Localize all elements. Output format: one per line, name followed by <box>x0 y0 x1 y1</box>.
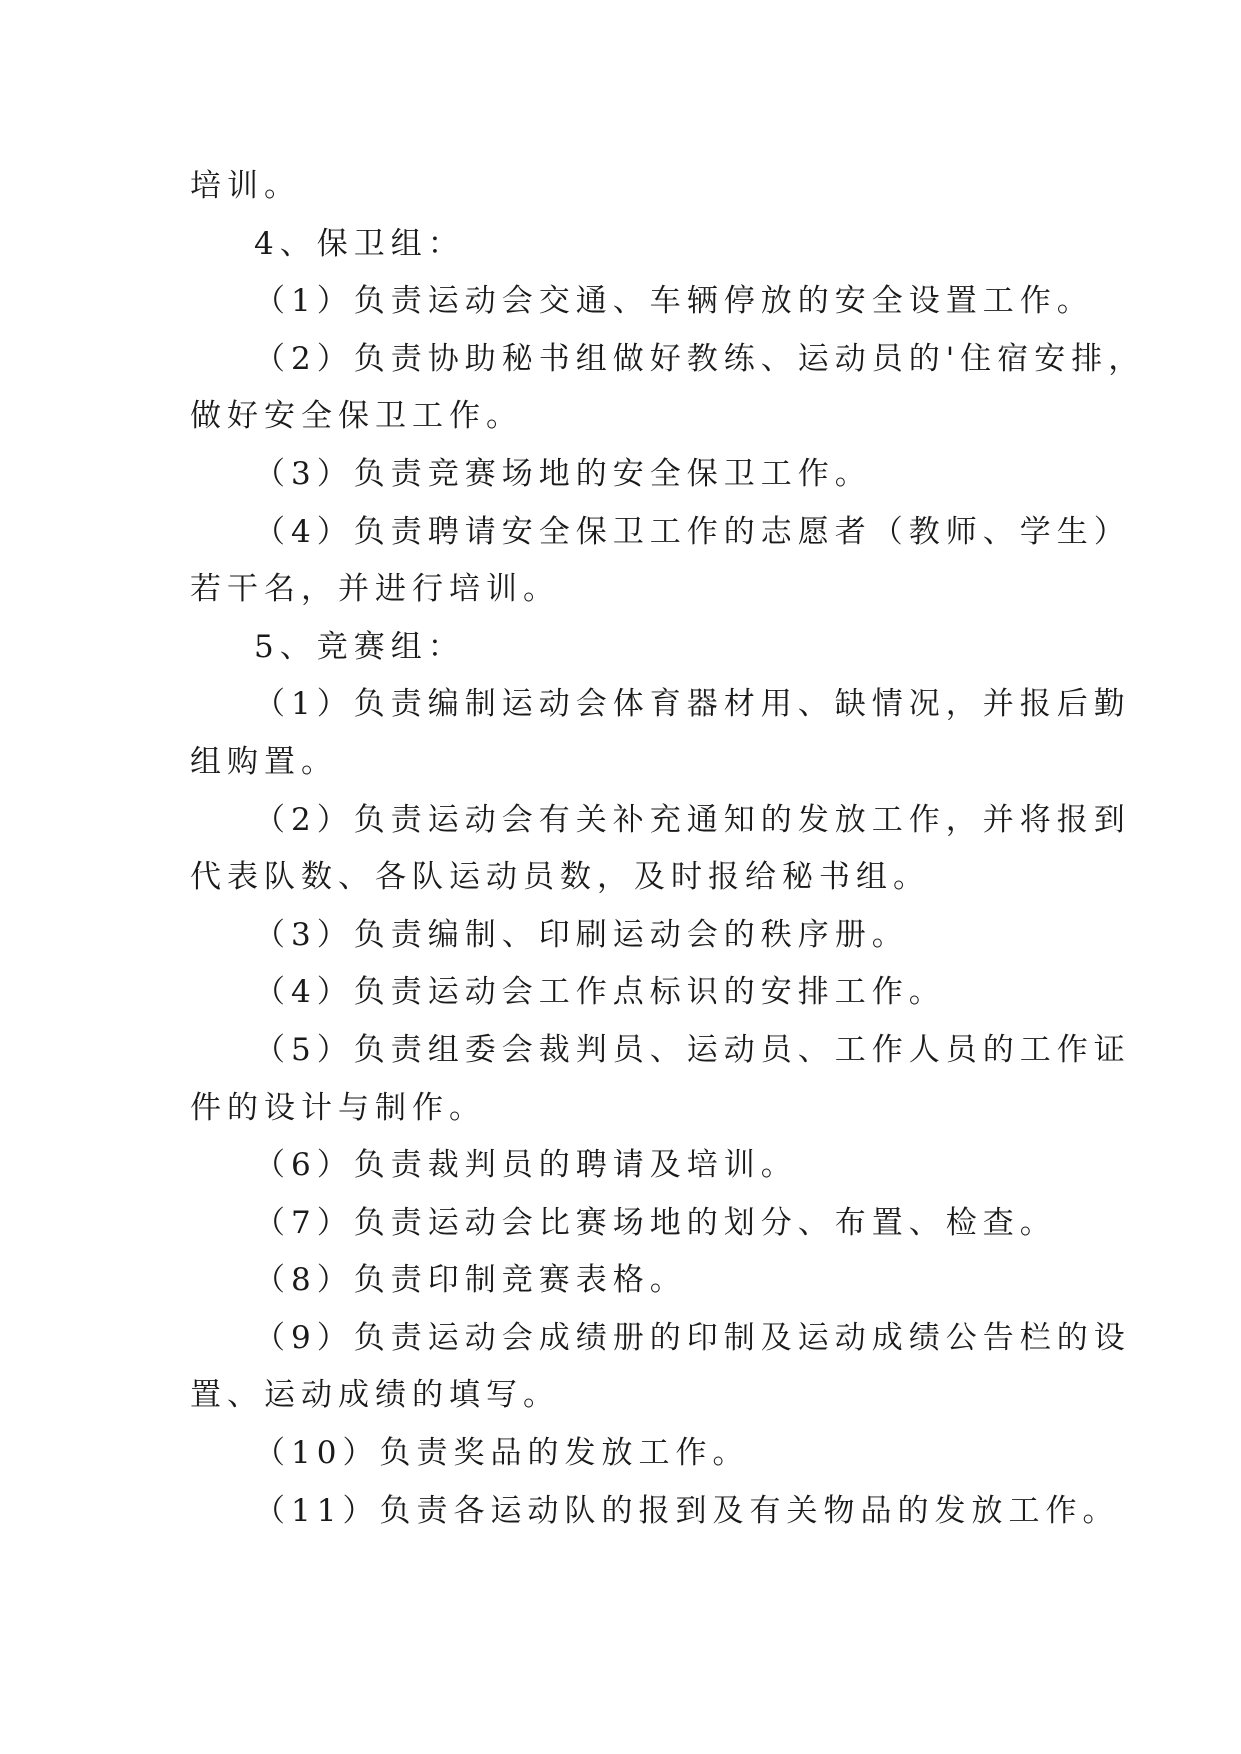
document-body <box>190 158 1146 1540</box>
text-line: （3）负责竞赛场地的安全保卫工作。 <box>254 455 872 492</box>
text-line: （8）负责印制竞赛表格。 <box>254 1262 687 1299</box>
text-line: （5）负责组委会裁判员、运动员、工作人员的工作证 <box>254 1031 1131 1068</box>
text-line: （2）负责运动会有关补充通知的发放工作，并将报到 <box>254 801 1131 838</box>
text-line: （2）负责协助秘书组做好教练、运动员的'住宿安排， <box>254 340 1146 377</box>
text-line: （11）负责各运动队的报到及有关物品的发放工作。 <box>254 1492 1120 1529</box>
text-line: （3）负责编制、印刷运动会的秩序册。 <box>254 916 909 953</box>
text-line: （1）负责运动会交通、车辆停放的安全设置工作。 <box>254 283 1094 320</box>
text-line: （1）负责编制运动会体育器材用、缺情况，并报后勤 <box>254 686 1131 723</box>
section-heading: 5、竞赛组： <box>254 628 465 665</box>
text-line: （6）负责裁判员的聘请及培训。 <box>254 1147 798 1184</box>
text-line: 组购置。 <box>190 743 338 780</box>
text-line: （4）负责聘请安全保卫工作的志愿者（教师、学生） <box>254 513 1131 550</box>
text-line: 若干名，并进行培训。 <box>190 571 560 608</box>
text-line: 做好安全保卫工作。 <box>190 398 523 435</box>
text-line: （10）负责奖品的发放工作。 <box>254 1435 750 1472</box>
text-line: 件的设计与制作。 <box>190 1089 486 1126</box>
text-line: （7）负责运动会比赛场地的划分、布置、检查。 <box>254 1204 1057 1241</box>
text-line: 置、运动成绩的填写。 <box>190 1377 560 1414</box>
text-line: （4）负责运动会工作点标识的安排工作。 <box>254 974 946 1011</box>
text-line: 培训。 <box>190 168 301 204</box>
text-line: 代表队数、各队运动员数，及时报给秘书组。 <box>190 859 930 896</box>
text-line: （9）负责运动会成绩册的印制及运动成绩公告栏的设 <box>254 1319 1131 1356</box>
section-heading: 4、保卫组： <box>254 225 465 262</box>
